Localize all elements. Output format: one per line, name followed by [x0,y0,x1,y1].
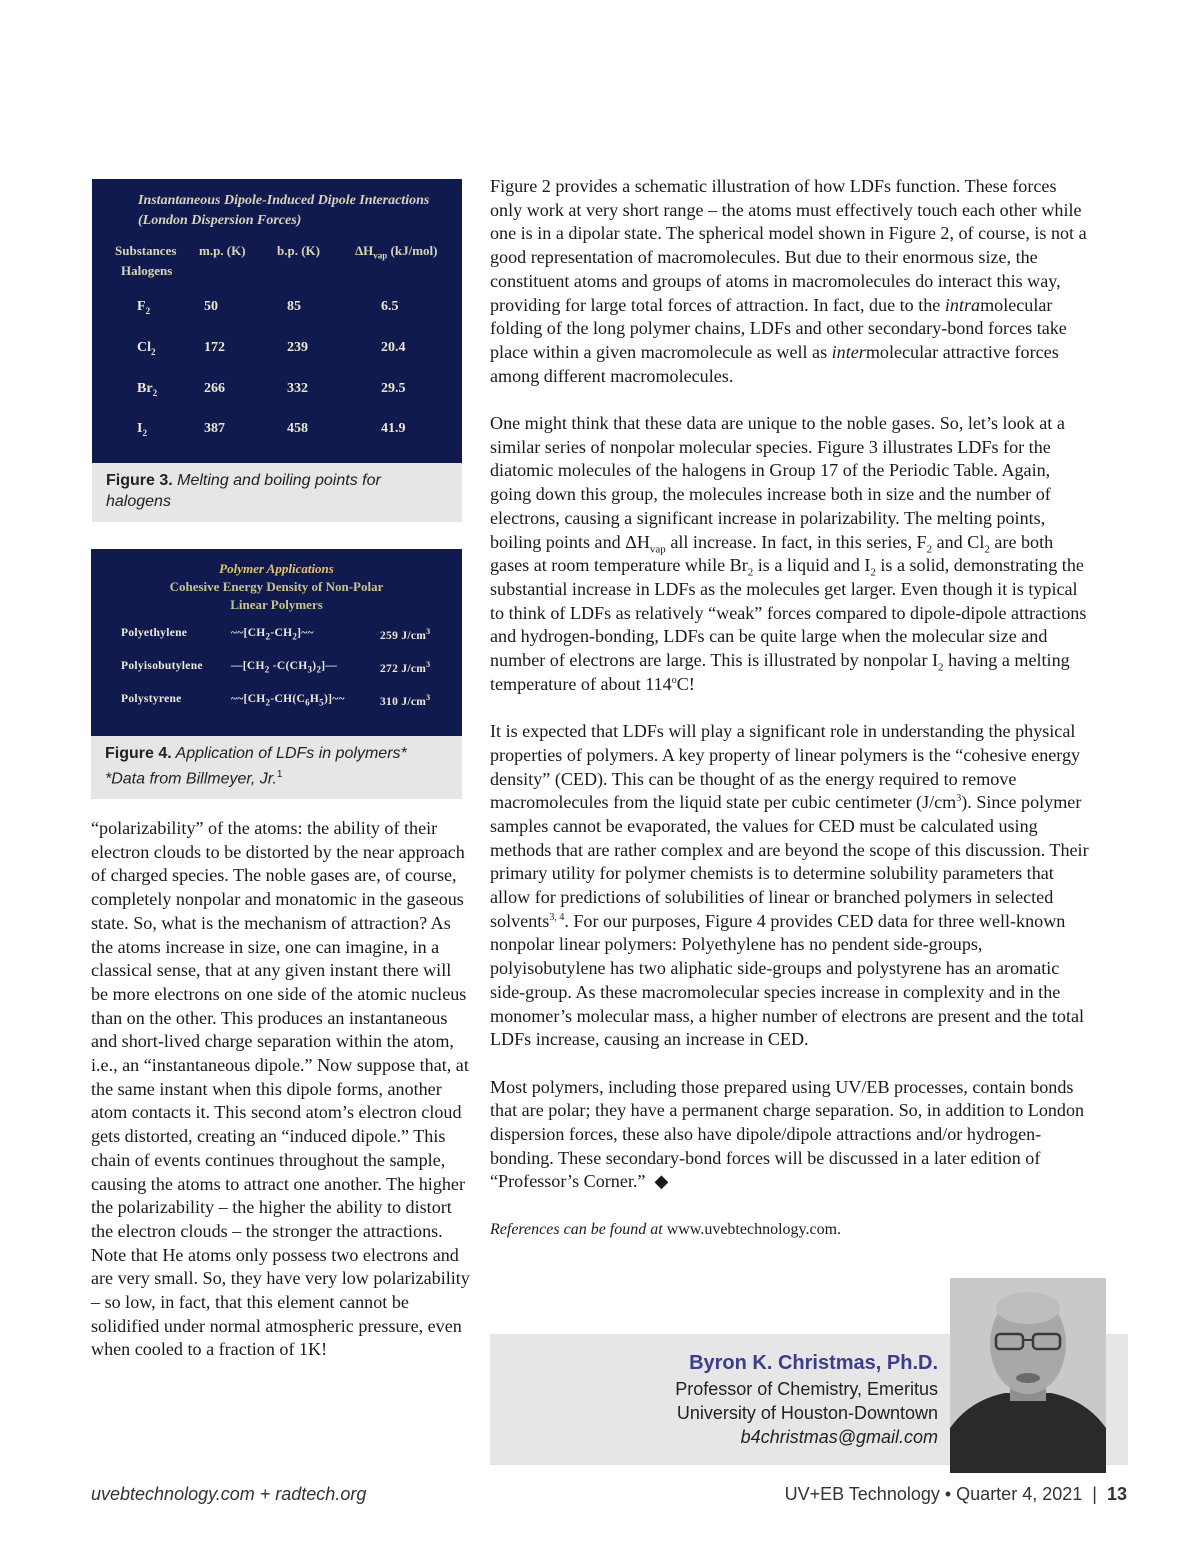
row-dhvap: 20.4 [381,340,406,355]
row-element: $I_2$ [137,421,147,438]
row-bp: 332 [287,381,308,396]
row-mp: 387 [204,421,225,436]
polymer-ced-slide [91,549,462,736]
col-header-mp: m.p. (K) [199,243,246,258]
row-bp: 239 [287,340,308,355]
body-paragraph-1: Figure 2 provides a schematic illustration of how LDFs function. These forces only work at very short range – the atoms must effectively touch each other while one is in a dipolar state. The spherical model shown in Figure 2, of course, is not a good representation of macromolecules. But due to their enormous size, the constituent atoms and groups of atoms in macromolecules do interact this way, providing for large total forces of attraction. In fact, due to the intramolecular folding of the long polymer chains, LDFs and other secondary-bond forces take place within a given macromolecule as well as intermolecular attractive forces among different macromolecules. [490,176,1087,386]
author-name: Byron K. Christmas, Ph.D. [689,1352,938,1374]
author-photo [950,1278,1106,1473]
author-portrait-image [950,1278,1106,1473]
row-element: $F_2$ [137,299,151,316]
col-header-bp: b.p. (K) [277,243,320,258]
body-paragraph: “polarizability” of the atoms: the ability of their electron clouds to be distorted by the near approach of charged species. The noble gases are, of course, completely nonpolar and monatomic in the gaseous state. So, what is the mechanism of attraction? As the atoms increase in size, one can imagine, in a classical sense, that at any given instant there will be more electrons on one side of the atomic nucleus than on the other. This produces an instantaneous and short-lived charge separation within the atom, i.e., an “instantaneous dipole.” Now suppose that, at the same instant when this dipole forms, another atom contacts it. This second atom’s electron cloud gets distorted, creating an “induced dipole.” This chain of events continues throughout the sample, causing the atoms to attract one another. The higher the polarizability – the higher the ability to distort the electron clouds – the stronger the attractions. Note that He atoms only possess two electrons and are very small. So, they have very low polarizability – so low, in fact, that this element cannot be solidified under normal atmospheric pressure, even when cooled to a fraction of 1K! [91,818,470,1360]
page-number: 13 [1106,1484,1127,1504]
author-affiliation: University of Houston-Downtown [676,1403,938,1423]
col-header-substances: Substances [115,243,177,258]
footer-websites: uvebtechnology.com + radtech.org [91,1484,367,1504]
polymer-ced-value: 259 $J/cm^3$ [380,627,431,642]
col-header-dhvap: $\Delta H_{vap}$ (kJ/mol) [355,243,438,261]
body-paragraph-4: Most polymers, including those prepared using UV/EB processes, contain bonds that are polar; they have a permanent charge separation. So, in addition to London dispersion forces, these also have dipole/dipole attractions and/or hydrogen-bonding. These secondary-bond forces will be discussed in a later edition of “Professor’s Corner.” ◆ [490,1076,1085,1192]
figure-3-caption: Figure 3. Melting and boiling points for halogens [92,463,462,522]
slide-title: Polymer Applications [219,561,334,576]
polymer-formula: $\sim\sim[CH_2-CH(C_6H_5)]\sim\sim$ [231,693,345,708]
row-bp: 85 [287,299,301,314]
slide-subtitle-2: Linear Polymers [230,597,323,612]
polymer-formula: $\sim\sim[CH_2-CH_2]\sim\sim$ [231,627,314,642]
row-mp: 266 [204,381,225,396]
row-dhvap: 41.9 [381,421,406,436]
figure-3 [92,179,462,522]
figure-4-caption: Figure 4. Application of LDFs in polymers* *Data from Billmeyer, Jr.$^1$ [91,736,462,799]
publication-issue: UV+EB Technology • Quarter 4, 2021 [784,1484,1083,1504]
right-column [490,175,1090,1242]
col-header-halogens: Halogens [121,263,173,278]
left-column [91,817,471,1362]
polymer-name: Polyethylene [121,627,188,639]
halogen-table-slide [92,179,462,463]
body-paragraph-2: One might think that these data are unique to the noble gases. So, let’s look at a similar series of nonpolar molecular species. Figure 3 illustrates LDFs for the diatomic molecules of the halogens in Group 17 of the Periodic Table. Again, going down this group, the molecules increase both in size and the number of electrons, causing a significant increase in polarizability. The melting points, boiling points and $\Delta H_{vap}$ all increase. In fact, in this series, $F_2$ and $Cl_2$ are both gases at room temperature while $Br_2$ is a liquid and $I_2$ is a solid, demonstrating the substantial increase in LDFs as the molecules get larger. Even though it is typical to think of LDFs as relatively “weak” forces compared to dipole-dipole attractions and hydrogen-bonding, LDFs can be quite large when the molecular size and number of electrons are large. This is illustrated by nonpolar $I_2$ having a melting temperature of about 114$^o$C! [490,413,1087,694]
slide-title: Instantaneous Dipole-Induced Dipole Interactions [138,193,430,208]
row-bp: 458 [287,421,308,436]
author-title: Professor of Chemistry, Emeritus [675,1379,938,1399]
polymer-name: Polyisobutylene [121,660,203,672]
row-dhvap: 29.5 [381,381,406,396]
end-of-article-icon: ◆ [654,1171,669,1192]
author-email[interactable]: b4christmas@gmail.com [740,1427,938,1447]
slide-subtitle: (London Dispersion Forces) [138,213,302,228]
slide-subtitle-1: Cohesive Energy Density of Non-Polar [169,579,384,594]
row-dhvap: 6.5 [381,299,399,314]
polymer-name: Polystyrene [121,693,182,705]
polymer-formula: $—[CH_2$ $-C(CH_3)_2]—$ [231,660,338,675]
references-note: References can be found at www.uvebtechnology.com. [490,1220,842,1238]
body-paragraph-3: It is expected that LDFs will play a significant role in understanding the physical properties of polymers. A key property of linear polymers is the “cohesive energy density” (CED). This can be thought of as the energy required to remove macromolecules from the liquid state per cubic centimeter $(J/cm^3)$. Since polymer samples cannot be evaporated, the values for CED must be calculated using methods that are rather complex and are beyond the scope of this discussion. Their primary utility for polymer chemists is to determine solubility parameters that allow for predictions of solubilities of linear or branched polymers in selected solvents$^{3, 4}$. For our purposes, Figure 4 provides CED data for three well-known nonpolar linear polymers: Polyethylene has no pendent side-groups, polyisobutylene has two aliphatic side-groups and polystyrene has an aromatic side-group. As these macromolecular species increase in complexity and in the monomer’s molecular mass, a higher number of electrons are present and the total LDFs increase, causing an increase in CED. [490,721,1089,1050]
figure-4 [91,549,462,799]
references-link[interactable]: www.uvebtechnology.com. [662,1220,842,1238]
author-info [675,1349,938,1449]
polymer-ced-value: 310 $J/cm^3$ [380,693,431,708]
footer-separator: | [1092,1484,1097,1504]
polymer-ced-value: 272 $J/cm^3$ [380,660,431,675]
footer-publication [785,1484,1127,1505]
row-mp: 172 [204,340,225,355]
row-element: $Cl_2$ [137,340,156,357]
row-element: $Br_2$ [137,381,158,398]
row-mp: 50 [204,299,218,314]
